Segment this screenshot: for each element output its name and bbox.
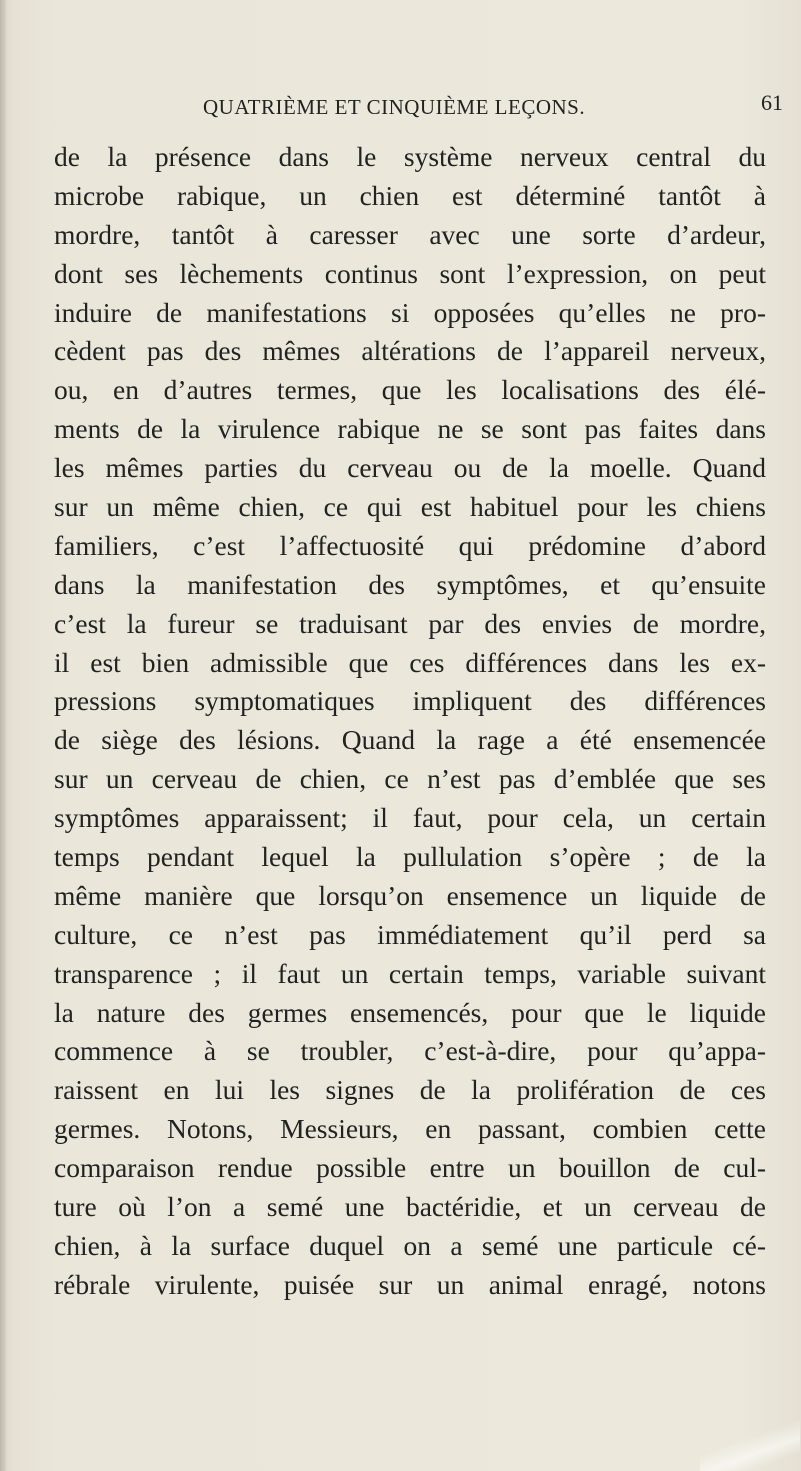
text-line: mordre, tantôt à caresser avec une sorte d’ardeur, xyxy=(54,218,766,250)
text-line: chien, à la surface duquel on a semé une particule cé- xyxy=(54,1229,766,1261)
text-line: de siège des lésions. Quand la rage a été ensemencée xyxy=(54,724,766,756)
text-line: c’est la fureur se traduisant par des envies de mordre, xyxy=(54,607,766,639)
text-line: sur un cerveau de chien, ce n’est pas d’emblée que ses xyxy=(54,763,766,795)
text-line: il est bien admissible que ces différences dans les ex- xyxy=(54,646,766,678)
page-gutter-edge xyxy=(0,0,6,1471)
text-line: dans la manifestation des symptômes, et qu’ensuite xyxy=(54,568,766,600)
text-line: ture où l’on a semé une bactéridie, et un cerveau de xyxy=(54,1191,766,1223)
running-head-title: QUATRIÈME ET CINQUIÈME LEÇONS. xyxy=(203,95,586,119)
body-text xyxy=(54,138,766,1305)
page-number: 61 xyxy=(761,90,783,115)
text-line: transparence ; il faut un certain temps, variable suivant xyxy=(54,957,766,989)
text-line: familiers, c’est l’affectuosité qui prédomine d’abord xyxy=(54,529,766,561)
running-head xyxy=(203,90,783,124)
text-line: microbe rabique, un chien est déterminé tantôt à xyxy=(54,179,766,211)
text-line: les mêmes parties du cerveau ou de la moelle. Quand xyxy=(54,452,766,484)
text-line: de la présence dans le système nerveux central du xyxy=(54,141,766,172)
text-line: même manière que lorsqu’on ensemence un liquide de xyxy=(54,879,766,911)
text-line: sur un même chien, ce qui est habituel pour les chiens xyxy=(54,491,766,523)
text-line: culture, ce n’est pas immédiatement qu’il perd sa xyxy=(54,918,766,950)
text-line: dont ses lèchements continus sont l’expression, on peut xyxy=(54,257,766,289)
text-line: comparaison rendue possible entre un bouillon de cul- xyxy=(54,1152,766,1184)
text-line: ments de la virulence rabique ne se sont pas faites dans xyxy=(54,413,766,445)
text-line: temps pendant lequel la pullulation s’opère ; de la xyxy=(54,841,766,873)
text-line: induire de manifestations si opposées qu’elles ne pro- xyxy=(54,296,766,328)
text-line: cèdent pas des mêmes altérations de l’appareil nerveux, xyxy=(54,335,766,367)
text-line: commence à se troubler, c’est-à-dire, pour qu’appa- xyxy=(54,1035,766,1067)
text-line: ou, en d’autres termes, que les localisations des élé- xyxy=(54,374,766,406)
text-line: la nature des germes ensemencés, pour que le liquide xyxy=(54,996,766,1028)
text-line: rébrale virulente, puisée sur un animal enragé, notons xyxy=(54,1268,766,1300)
text-line: pressions symptomatiques impliquent des différences xyxy=(54,685,766,717)
text-line: germes. Notons, Messieurs, en passant, combien cette xyxy=(54,1113,766,1145)
text-line: raissent en lui les signes de la prolifération de ces xyxy=(54,1074,766,1106)
page-corner-sheen xyxy=(700,1420,800,1471)
text-line: symptômes apparaissent; il faut, pour cela, un certain xyxy=(54,802,766,834)
